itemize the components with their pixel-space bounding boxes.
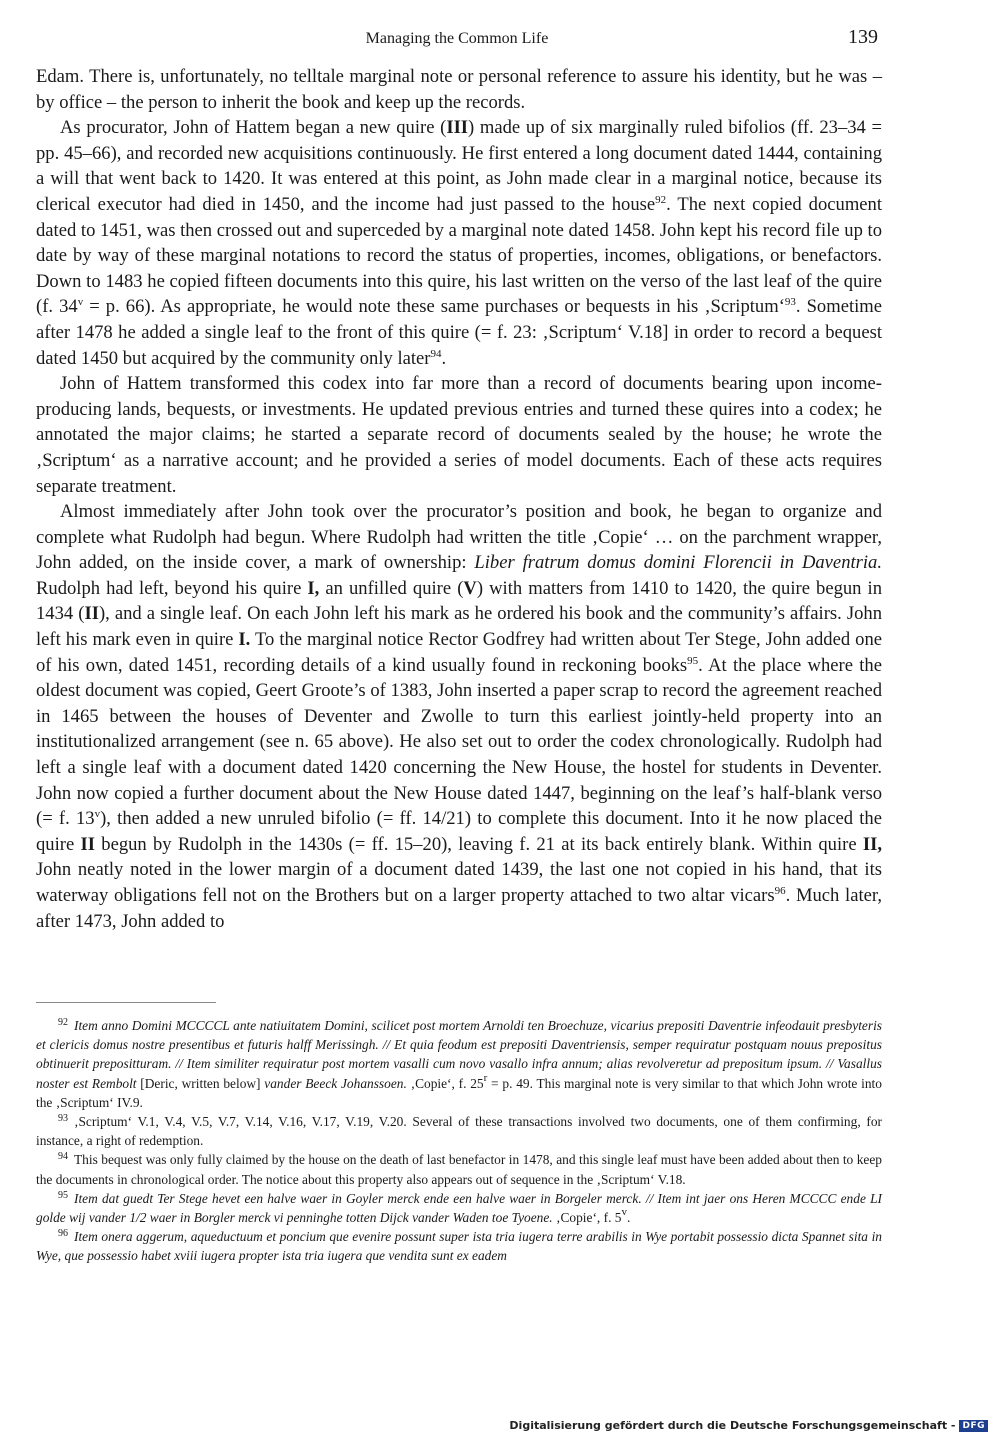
paragraph: John of Hattem transformed this codex into far more than a record of documents bearing upon income-producing lands, bequests, or investments. He updated previous entries and turned these quires into a codex; he annotated the major claims; he started a separate record of documents sealed by the house; he wrote the ‚Scriptum‘ as a narrative account; and he provided a series of model documents. Each of these acts requires separate treatment. xyxy=(36,373,882,497)
footnote-ref[interactable]: 93 xyxy=(784,296,796,309)
footnote-ref[interactable]: 96 xyxy=(774,885,786,897)
paragraph: Almost immediately after John took over the procurator’s position and book, he began to organize and complete what Rudolph had begun. Where Rudolph had written the title ‚Copie‘ … on the parchment wrapper, John added, on the inside cover, a mark of ownership: Liber fratrum domus domini Florencii in Daventria. Rudolph had left, beyond his quire I, an unfilled quire (V) with matters from 1410 to 1420, the quire begun in 1434 (II), and a single leaf. On each John left his mark as he ordered his book and the community’s affairs. John left his mark even in quire I. To the marginal notice Rector Godfrey had written about Ter Stege, John added one of his own, dated 1451, recording details of a kind usually found in reckoning books$^{95}$. At the place where the oldest document was copied, Geert Groote’s of 1383, John inserted a paper scrap to record the agreement reached in 1465 between the houses of Deventer and Zwolle to turn this earliest jointly-held property into an institutionalized arrangement (see n. 65 above). He also set out to order the codex chronologically. Rudolph had left a single leaf with a document dated 1420 concerning the New House, the hostel for students in Deventer. John now copied a further document about the New House dated 1447, beginning on the leaf’s half-blank verso (= f. 13$^v$), then added a new unruled bifolio (= ff. 14/21) to complete this document. Into it he now placed the quire II begun by Rudolph in the 1430s (= ff. 15–20), leaving f. 21 at its back entirely blank. Within quire II, John neatly noted in the lower margin of a document dated 1439, the last one not copied in his hand, that its waterway obligations fell not on the Brothers but on a larger property attached to two altar vicars$^{96}$. Much later, after 1473, John added to xyxy=(36,501,882,932)
paragraph: As procurator, John of Hattem began a new quire (III) made up of six marginally ruled bifolios (ff. 23–34 = pp. 45–66), and recorded new acquisitions continuously. He first entered a long document dated 1444, containing a will that went back to 1420. It was entered at this point, as John made clear in a marginal notice, because its clerical executor had died in 1450, and the income had just passed to the house$^{92}$. The next copied document dated to 1451, was then crossed out and superceded by a marginal note dated 1458. John kept his record file up to date by way of these marginal notations to record the status of properties, incomes, obligations, or benefactors. Down to 1483 he copied fifteen documents into this quire, his last written on the verso of the last leaf of the quire (f. $34^v = p$. 66). As appropriate, he would note these same purchases or bequests in his ‚Scriptum‘$^{93}$. Sometime after 1478 he added a single leaf to the front of this quire (= f. 23: ‚Scriptum‘ V.18] in order to record a bequest dated 1450 but acquired by the community only later$^{94}$. xyxy=(36,117,882,369)
footnote-ref[interactable]: 94 xyxy=(430,347,442,360)
main-text xyxy=(36,64,882,934)
digitization-credit xyxy=(509,1419,988,1432)
paragraph: Edam. There is, unfortunately, no telltale marginal note or personal reference to assure his identity, but he was – by office – the person to inherit the book and keep up the records. xyxy=(36,66,882,113)
footnote-number: 96 xyxy=(58,1228,68,1240)
footnote-number: 93 xyxy=(58,1113,68,1125)
footnote-ref[interactable]: 92 xyxy=(655,193,667,206)
footnote: $^{95}$ Item dat guedt Ter Stege hevet een halve waer in Goyler merck ende een halve waer in Borgeler merck. // Item int jaer ons Heren MCCCC ende LI golde wij vander 1/2 waer in Borgler merck vi penninghe totten Dijck vander Waden toe Tyoene. ‚Copie‘, f. 5$^v$. xyxy=(36,1189,882,1226)
page-header xyxy=(36,26,878,52)
footnote: $^{92}$ Item anno Domini MCCCCL ante natiuitatem Domini, scilicet post mortem Arnoldi ten Broechuze, vicarius prepositi Daventrie infeodauit presbyteris et clericis domus nostre presentibus et futuris halff Merissingh. // Et quia feodum est prepositi Daventriensis, semper requiratur postquam nouus prepositus obtinuerit prepositturam. // Item similiter requiratur post mortem vasalli cum novo vasallo infra annum; alias revolveretur ad prepositum ipsum. // Vasallus noster est Rembolt [Deric, written below] vander Beeck Johanssoen. ‚Copie‘, f. $25^r = p$. 49. This marginal note is very similar to that which John wrote into the ‚Scriptum‘ IV.9. xyxy=(36,1017,882,1110)
running-title: Managing the Common Life xyxy=(365,30,549,47)
dfg-logo-icon: DFG xyxy=(959,1420,988,1432)
footnote-divider xyxy=(36,1002,216,1003)
footnote-number: 95 xyxy=(58,1189,68,1201)
page-number: 139 xyxy=(848,26,878,48)
footnote: $^{94}$ This bequest was only fully claimed by the house on the death of last benefactor in 1478, and this single leaf must have been added about then to keep the documents in chronological order. The notice about this property also appears out of sequence in the ‚Scriptum‘ V.18. xyxy=(36,1151,882,1187)
footnotes xyxy=(36,1016,882,1266)
footnote-ref[interactable]: 95 xyxy=(687,654,699,667)
footnote-number: 92 xyxy=(58,1017,68,1028)
footnote-number: 94 xyxy=(58,1151,68,1163)
footnote: $^{96}$ Item onera aggerum, aqueductuum et poncium que evenire possunt super ista tria iugera terre arabilis in Wye portabit possessio dicta Spannet sita in Wye, que possessio habet xviii iugera propter ista tria iugera que vendita sunt ex eadem xyxy=(36,1228,882,1264)
credit-text: Digitalisierung gefördert durch die Deutsche Forschungsgemeinschaft - xyxy=(509,1419,956,1432)
footnote: $^{93}$ ‚Scriptum‘ V.1, V.4, V.5, V.7, V.14, V.16, V.17, V.19, V.20. Several of these transactions involved two documents, one of them confirming, for instance, a right of redemption. xyxy=(36,1113,882,1149)
